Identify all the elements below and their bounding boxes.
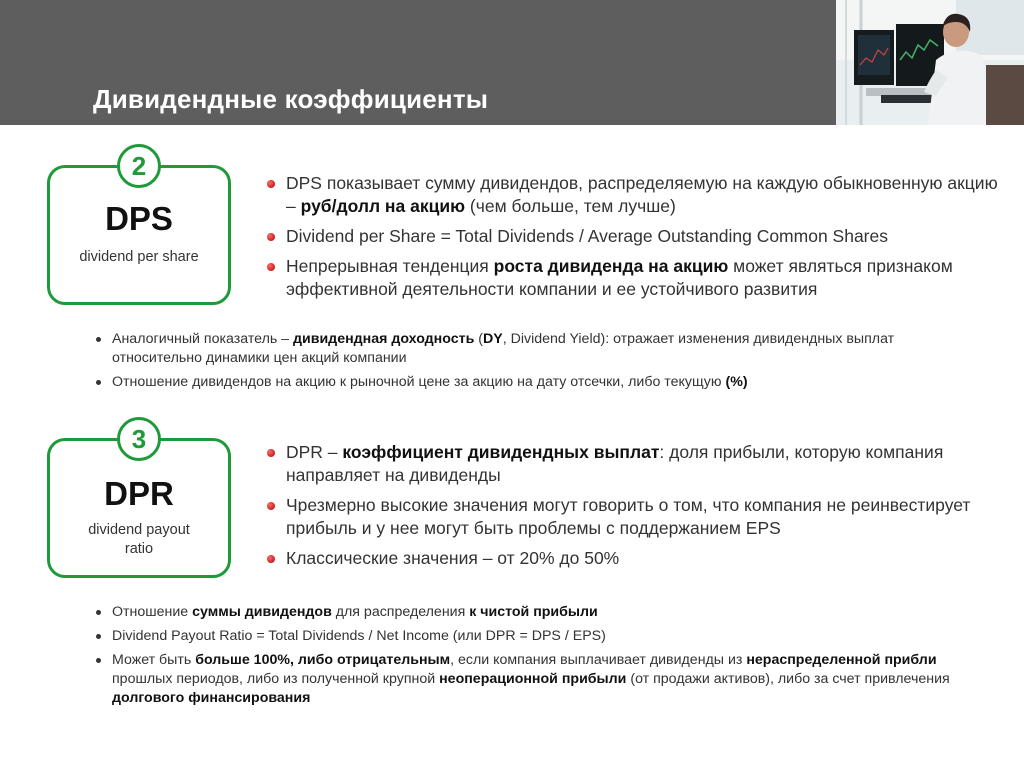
bullet-text: Dividend Payout Ratio = Total Dividends / Net Income (или DPR = DPS / EPS) <box>112 628 606 644</box>
bullet-icon <box>96 380 101 385</box>
dpr-note-item <box>92 651 992 708</box>
bullet-icon <box>96 610 101 615</box>
bullet-text: Аналогичный показатель – <box>112 331 294 347</box>
bullet-text: Классические значения – от 20% до 50% <box>286 548 620 568</box>
bullet-text: (чем больше, тем лучше) <box>465 196 676 216</box>
dps-notes-list <box>92 330 922 397</box>
dpr-subtitle: dividend payout ratio <box>88 522 190 557</box>
bullet-text: неоперационной прибыли <box>439 671 627 687</box>
dps-bullet-item <box>267 255 1012 301</box>
dpr-acronym: DPR <box>104 475 174 512</box>
dpr-note-item <box>92 603 992 622</box>
bullet-icon <box>96 337 101 342</box>
dps-bullet-list <box>267 172 1012 308</box>
bullet-icon <box>267 449 275 457</box>
dps-number-badge: 2 <box>117 144 161 188</box>
dps-note-item <box>92 330 922 368</box>
bullet-text: суммы дивидендов <box>192 604 332 620</box>
bullet-text: роста дивиденда на акцию <box>493 256 729 276</box>
dps-bullet-item <box>267 225 1012 248</box>
bullet-text: Чрезмерно высокие значения могут говорить о том, что компания не реинвестирует прибыль и у нее могут быть проблемы с поддержанием EPS <box>286 495 971 538</box>
bullet-text: прошлых периодов, либо из полученной крупной <box>112 671 440 687</box>
dpr-bullet-list <box>267 441 1012 577</box>
bullet-icon <box>267 180 275 188</box>
bullet-icon <box>267 233 275 241</box>
dpr-bullet-item <box>267 494 1012 540</box>
bullet-text: Непрерывная тенденция <box>286 256 494 276</box>
bullet-text: Dividend per Share = Total Dividends / Average Outstanding Common Shares <box>286 226 888 246</box>
bullet-text: (от продажи активов), либо за счет привлечения <box>626 671 950 687</box>
bullet-icon <box>267 263 275 271</box>
bullet-text: больше 100%, либо отрицательным <box>195 652 451 668</box>
bullet-text: Может быть <box>112 652 196 668</box>
dps-card <box>47 150 231 305</box>
dps-bullet-item <box>267 172 1012 218</box>
bullet-text: к чистой прибыли <box>469 604 598 620</box>
bullet-icon <box>267 502 275 510</box>
slide-title: Дивидендные коэффициенты <box>93 84 489 114</box>
header-bar <box>0 0 836 125</box>
bullet-text: : доля прибыли, которую компания направляет на дивиденды <box>286 442 944 485</box>
dpr-note-item <box>92 627 992 646</box>
dpr-number-badge: 3 <box>117 417 161 461</box>
dpr-notes-list <box>92 603 992 713</box>
bullet-icon <box>96 634 101 639</box>
bullet-text: DPR – <box>286 442 343 462</box>
trader-at-monitors-photo <box>836 0 1024 125</box>
bullet-text: может являться признаком эффективной деятельности компании и ее устойчивого развития <box>286 256 953 299</box>
dpr-card <box>47 423 231 578</box>
bullet-text: , если компания выплачивает дивиденды из <box>450 652 747 668</box>
bullet-text: для распределения <box>331 604 470 620</box>
bullet-text: ( <box>474 331 483 347</box>
bullet-text: коэффициент дивидендных выплат <box>342 442 660 462</box>
dpr-bullet-item <box>267 441 1012 487</box>
bullet-text: дивидендная доходность <box>293 331 475 347</box>
bullet-text: нераспределенной прибли <box>746 652 937 668</box>
bullet-icon <box>267 555 275 563</box>
bullet-icon <box>96 658 101 663</box>
bullet-text: Отношение <box>112 604 193 620</box>
bullet-text: долгового финансирования <box>112 690 311 706</box>
bullet-text: DPS показывает сумму дивидендов, распределяемую на каждую обыкновенную акцию – <box>286 173 998 216</box>
dps-subtitle: dividend per share <box>79 249 199 265</box>
bullet-text: Отношение дивидендов на акцию к рыночной цене за акцию на дату отсечки, либо текущую <box>112 374 726 390</box>
bullet-text: , Dividend Yield): отражает изменения дивидендных выплат относительно динамики цен акций компании <box>112 331 895 366</box>
bullet-text: (%) <box>725 374 748 390</box>
bullet-text: руб/долл на акцию <box>300 196 466 216</box>
dpr-bullet-item <box>267 547 1012 570</box>
dps-note-item <box>92 373 922 392</box>
photo-illustration <box>836 0 1024 125</box>
dps-acronym: DPS <box>105 200 173 237</box>
bullet-text: DY <box>482 331 503 347</box>
